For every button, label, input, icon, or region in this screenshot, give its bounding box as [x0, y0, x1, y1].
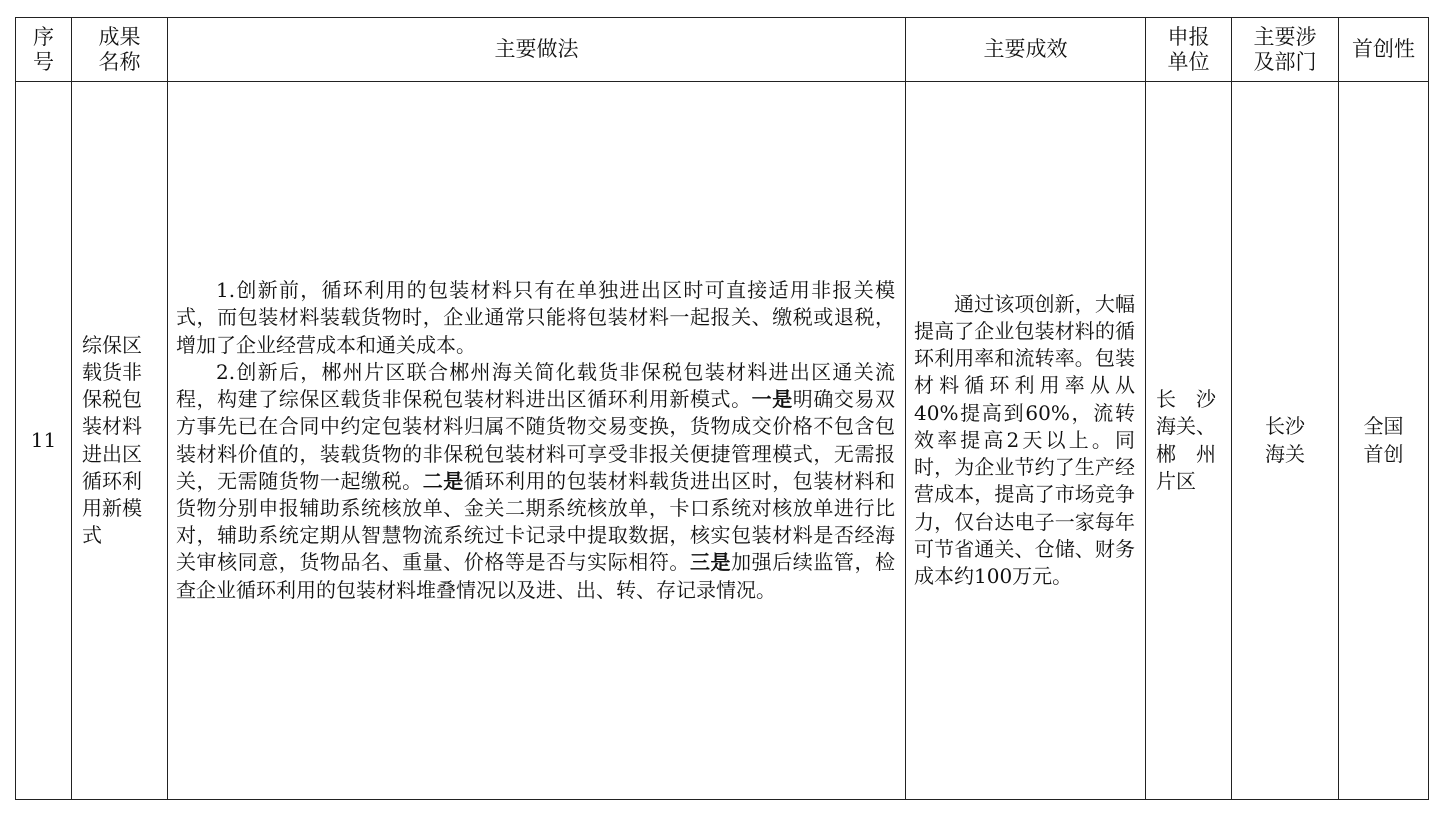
header-main-approach: 主要做法 — [168, 18, 906, 82]
cell-name: 综保区 载货非 保税包 装材料 进出区 循环利 用新模 式 — [72, 82, 168, 800]
approach-before: 1.创新前，循环利用的包装材料只有在单独进出区时可直接适用非报关模式，而包装材料装载货物时，企业通常只能将包装材料一起报关、缴税或退税，增加了企业经营成本和通关成本。 — [176, 278, 895, 357]
table-row — [16, 82, 1429, 800]
cell-main-effect: 通过该项创新，大幅提高了企业包装材料的循环利用率和流转率。包装材料循环利用率从从40%提高到60%，流转效率提高2天以上。同时，为企业节约了生产经营成本，提高了市场竞争力，仅台达电子一家每年可节省通关、仓储、财务成本约100万元。 — [906, 82, 1146, 800]
cell-first: 全国 首创 — [1339, 82, 1429, 800]
header-row — [16, 18, 1429, 82]
approach-after: 2.创新后，郴州片区联合郴州海关简化载货非保税包装材料进出区通关流程，构建了综保区载货非保税包装材料进出区循环利用新模式。一是明确交易双方事先已在合同中约定包装材料归属不随货物交易变换，货物成交价格不包含包装材料价值的，装载货物的非保税包装材料可享受非报关便捷管理模式，无需报关，无需随货物一起缴税。二是循环利用的包装材料载货进出区时，包装材料和货物分别申报辅助系统核放单、金关二期系统核放单，卡口系统对核放单进行比对，辅助系统定期从智慧物流系统过卡记录中提取数据，核实包装材料是否经海关审核同意，货物品名、重量、价格等是否与实际相符。三是加强后续监管，检查企业循环利用的包装材料堆叠情况以及进、出、转、存记录情况。 — [176, 359, 896, 602]
cell-seq: 11 — [16, 82, 72, 800]
header-main-effect: 主要成效 — [906, 18, 1146, 82]
cell-unit: 长 沙 海关、 郴 州 片区 — [1146, 82, 1232, 800]
results-table — [15, 17, 1429, 800]
header-first: 首创性 — [1339, 18, 1429, 82]
cell-main-approach — [168, 82, 906, 800]
header-dept: 主要涉 及部门 — [1232, 18, 1339, 82]
header-unit: 申报 单位 — [1146, 18, 1232, 82]
header-seq: 序 号 — [16, 18, 72, 82]
header-name: 成果 名称 — [72, 18, 168, 82]
cell-dept: 长沙 海关 — [1232, 82, 1339, 800]
